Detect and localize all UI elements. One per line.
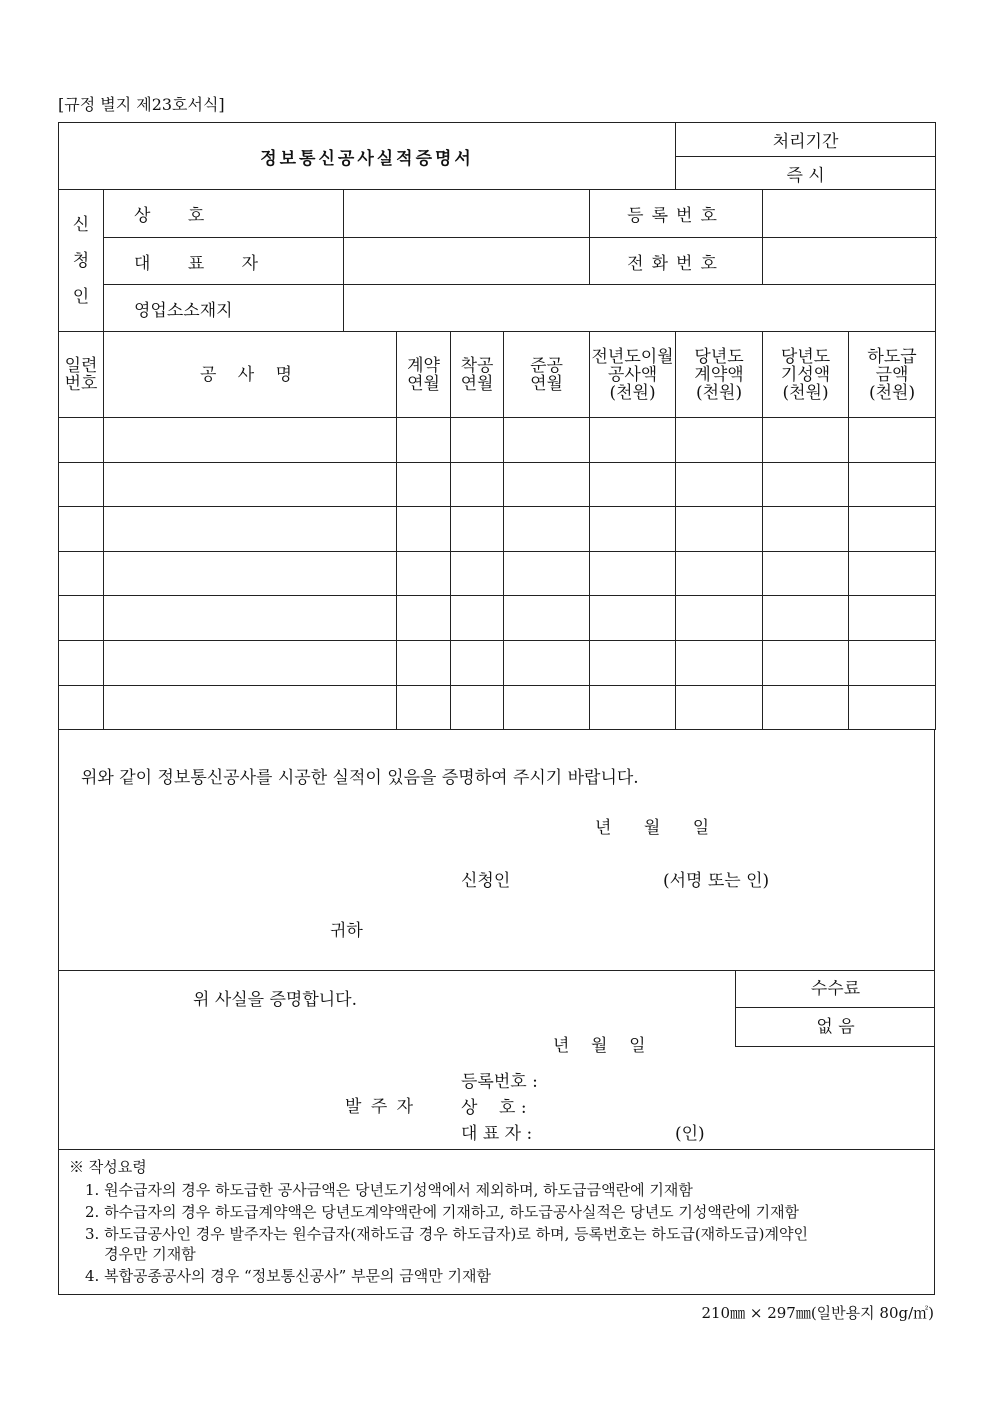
cell-serial[interactable]	[59, 462, 104, 507]
header-subcontract-amount: 하도급 금액 (천원)	[849, 332, 936, 418]
cell-carryover-amount[interactable]	[590, 507, 676, 552]
cell-contract-amount[interactable]	[676, 462, 763, 507]
table-row	[59, 596, 936, 641]
cell-contract-amount[interactable]	[676, 507, 763, 552]
cell-completion-date[interactable]	[504, 640, 590, 685]
cell-start-date[interactable]	[451, 507, 504, 552]
certify-date: 년 월 일	[553, 1036, 646, 1056]
cell-start-date[interactable]	[451, 551, 504, 596]
request-statement: 위와 같이 정보통신공사를 시공한 실적이 있음을 증명하여 주시기 바랍니다.	[81, 768, 639, 788]
header-project-name: 공 사 명	[104, 332, 397, 418]
cell-project-name[interactable]	[104, 462, 397, 507]
paper-size: 210㎜ × 297㎜(일반용지 80g/㎡)	[701, 1304, 934, 1322]
seal-label: (인)	[675, 1124, 705, 1144]
cell-contract-amount[interactable]	[676, 640, 763, 685]
cell-subcontract-amount[interactable]	[849, 551, 936, 596]
notes-title: ※ 작성요령	[69, 1158, 147, 1176]
project-rows	[58, 417, 936, 730]
representative-field[interactable]	[344, 238, 590, 285]
cell-serial[interactable]	[59, 640, 104, 685]
cell-contract-amount[interactable]	[676, 685, 763, 730]
cell-start-date[interactable]	[451, 596, 504, 641]
cell-subcontract-amount[interactable]	[849, 596, 936, 641]
cell-carryover-amount[interactable]	[590, 596, 676, 641]
note-item: 2. 하수급자의 경우 하도급계약액은 당년도계약액란에 기재하고, 하도급공사실적은 당년도 기성액란에 기재함	[85, 1203, 800, 1221]
fee-value: 없 음	[735, 1008, 935, 1047]
form-caption: [규정 별지 제23호서식]	[58, 95, 225, 114]
cell-project-name[interactable]	[104, 418, 397, 463]
certificate-form	[58, 122, 936, 418]
form-title: 정보통신공사실적증명서	[59, 123, 676, 190]
cell-project-name[interactable]	[104, 551, 397, 596]
cell-progress-amount[interactable]	[763, 418, 849, 463]
cell-contract-date[interactable]	[397, 685, 451, 730]
header-serial: 일련 번호	[59, 332, 104, 418]
processing-period-label: 처리기간	[676, 123, 936, 157]
issuer-label: 발 주 자	[345, 1097, 416, 1117]
cell-start-date[interactable]	[451, 418, 504, 463]
cell-project-name[interactable]	[104, 507, 397, 552]
request-sign-label: (서명 또는 인)	[663, 871, 770, 891]
issuer-reg-label: 등록번호 :	[461, 1072, 538, 1092]
cell-progress-amount[interactable]	[763, 685, 849, 730]
cell-completion-date[interactable]	[504, 551, 590, 596]
table-row	[59, 685, 936, 730]
cell-contract-amount[interactable]	[676, 418, 763, 463]
certify-section	[58, 970, 935, 1150]
cell-project-name[interactable]	[104, 640, 397, 685]
cell-start-date[interactable]	[451, 640, 504, 685]
cell-carryover-amount[interactable]	[590, 551, 676, 596]
project-table-header	[59, 332, 936, 418]
cell-contract-date[interactable]	[397, 462, 451, 507]
request-applicant-label: 신청인	[461, 871, 511, 891]
issuer-name-label: 상 호 :	[461, 1098, 527, 1118]
cell-start-date[interactable]	[451, 685, 504, 730]
business-address-label: 영업소소재지	[104, 285, 344, 332]
registration-number-label: 등록번호	[590, 190, 763, 238]
request-addressee: 귀하	[330, 921, 363, 941]
cell-project-name[interactable]	[104, 596, 397, 641]
cell-contract-date[interactable]	[397, 418, 451, 463]
header-contract-amount: 당년도 계약액 (천원)	[676, 332, 763, 418]
cell-carryover-amount[interactable]	[590, 640, 676, 685]
notes-section	[58, 1148, 935, 1295]
business-address-field[interactable]	[344, 285, 936, 332]
fee-label: 수수료	[735, 971, 935, 1008]
certify-statement: 위 사실을 증명합니다.	[193, 990, 358, 1010]
phone-number-label: 전화번호	[590, 238, 763, 285]
cell-subcontract-amount[interactable]	[849, 507, 936, 552]
table-row	[59, 507, 936, 552]
cell-serial[interactable]	[59, 685, 104, 730]
cell-contract-date[interactable]	[397, 596, 451, 641]
header-contract-date: 계약 연월	[397, 332, 451, 418]
company-name-label: 상 호	[104, 190, 344, 238]
cell-subcontract-amount[interactable]	[849, 418, 936, 463]
cell-project-name[interactable]	[104, 685, 397, 730]
table-row	[59, 640, 936, 685]
cell-start-date[interactable]	[451, 462, 504, 507]
cell-progress-amount[interactable]	[763, 507, 849, 552]
applicant-side-label: 신 청 인	[59, 190, 104, 332]
request-date: 년 월 일	[595, 818, 710, 838]
cell-contract-date[interactable]	[397, 551, 451, 596]
cell-serial[interactable]	[59, 551, 104, 596]
cell-carryover-amount[interactable]	[590, 462, 676, 507]
cell-subcontract-amount[interactable]	[849, 685, 936, 730]
cell-progress-amount[interactable]	[763, 551, 849, 596]
cell-contract-date[interactable]	[397, 640, 451, 685]
cell-carryover-amount[interactable]	[590, 418, 676, 463]
table-row	[59, 551, 936, 596]
cell-completion-date[interactable]	[504, 418, 590, 463]
header-start-date: 착공 연월	[451, 332, 504, 418]
cell-completion-date[interactable]	[504, 507, 590, 552]
cell-serial[interactable]	[59, 596, 104, 641]
cell-subcontract-amount[interactable]	[849, 462, 936, 507]
cell-completion-date[interactable]	[504, 462, 590, 507]
note-item: 4. 복합공종공사의 경우 “정보통신공사” 부문의 금액만 기재함	[85, 1267, 492, 1285]
representative-label: 대 표 자	[104, 238, 344, 285]
table-row	[59, 418, 936, 463]
note-item: 경우만 기재함	[85, 1245, 196, 1263]
cell-carryover-amount[interactable]	[590, 685, 676, 730]
cell-progress-amount[interactable]	[763, 640, 849, 685]
cell-serial[interactable]	[59, 507, 104, 552]
cell-subcontract-amount[interactable]	[849, 640, 936, 685]
phone-number-field[interactable]	[763, 238, 936, 285]
cell-completion-date[interactable]	[504, 685, 590, 730]
request-section	[58, 729, 935, 971]
header-completion-date: 준공 연월	[504, 332, 590, 418]
cell-serial[interactable]	[59, 418, 104, 463]
header-progress-amount: 당년도 기성액 (천원)	[763, 332, 849, 418]
table-row	[59, 462, 936, 507]
header-carryover-amount: 전년도이월 공사액 (천원)	[590, 332, 676, 418]
processing-period-value: 즉 시	[676, 157, 936, 190]
note-item: 1. 원수급자의 경우 하도급한 공사금액은 당년도기성액에서 제외하며, 하도급금액란에 기재함	[85, 1181, 693, 1199]
cell-contract-date[interactable]	[397, 507, 451, 552]
company-name-field[interactable]	[344, 190, 590, 238]
registration-number-field[interactable]	[763, 190, 936, 238]
note-item: 3. 하도급공사인 경우 발주자는 원수급자(재하도급 경우 하도급자)로 하며, 등록번호는 하도급(재하도급)계약인	[85, 1225, 808, 1243]
issuer-rep-label: 대 표 자 :	[461, 1124, 533, 1144]
cell-completion-date[interactable]	[504, 596, 590, 641]
cell-contract-amount[interactable]	[676, 551, 763, 596]
cell-progress-amount[interactable]	[763, 462, 849, 507]
cell-progress-amount[interactable]	[763, 596, 849, 641]
cell-contract-amount[interactable]	[676, 596, 763, 641]
